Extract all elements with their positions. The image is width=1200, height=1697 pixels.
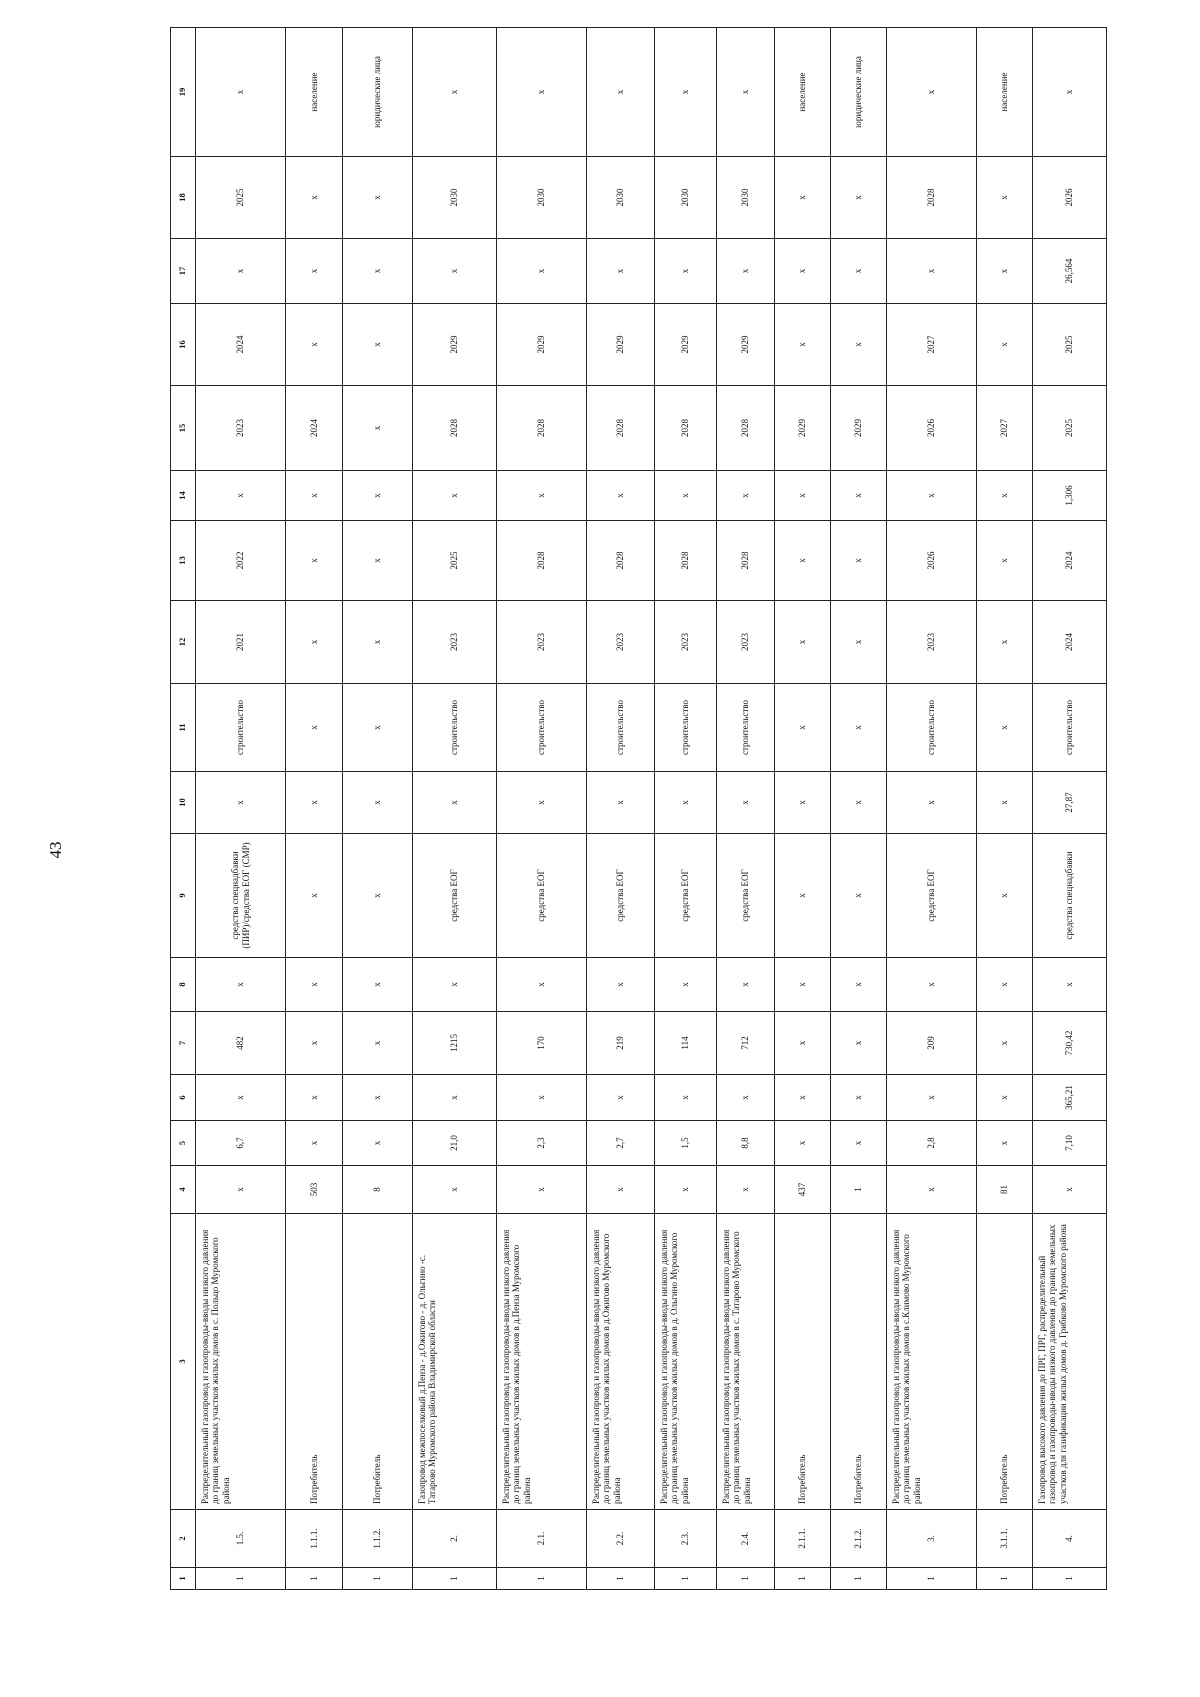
- cell-col-13: х: [977, 521, 1033, 601]
- cell-col-19: х: [587, 28, 655, 157]
- cell-col-1: 1: [196, 1568, 286, 1590]
- cell-col-10: х: [887, 772, 977, 834]
- cell-col-9: средства спецнадбавки: [1033, 834, 1107, 958]
- cell-col-5: 21,0: [413, 1121, 497, 1166]
- cell-col-7: х: [286, 1012, 343, 1075]
- column-header-c13: 13: [171, 521, 196, 601]
- cell-col-10: х: [977, 772, 1033, 834]
- cell-col-6: х: [977, 1075, 1033, 1121]
- cell-col-17: х: [655, 239, 717, 304]
- column-header-c8: 8: [171, 958, 196, 1012]
- cell-col-9: средства ЕОГ: [413, 834, 497, 958]
- cell-col-16: 2024: [196, 304, 286, 386]
- cell-col-3: Потребитель: [286, 1214, 343, 1510]
- column-header-c10: 10: [171, 772, 196, 834]
- cell-col-17: х: [497, 239, 587, 304]
- cell-col-14: х: [887, 471, 977, 521]
- cell-col-6: х: [587, 1075, 655, 1121]
- cell-col-7: х: [831, 1012, 887, 1075]
- cell-col-8: х: [343, 958, 413, 1012]
- cell-col-9: средства ЕОГ: [497, 834, 587, 958]
- cell-col-18: 2030: [717, 157, 775, 239]
- table-row: [497, 28, 587, 1590]
- cell-col-11: строительство: [413, 684, 497, 772]
- cell-col-5: 7,10: [1033, 1121, 1107, 1166]
- cell-col-2: 2.1.: [497, 1510, 587, 1568]
- table-row: [587, 28, 655, 1590]
- cell-col-10: х: [343, 772, 413, 834]
- column-header-c1: 1: [171, 1568, 196, 1590]
- cell-col-6: х: [655, 1075, 717, 1121]
- cell-col-7: 209: [887, 1012, 977, 1075]
- cell-col-19: х: [1033, 28, 1107, 157]
- cell-col-4: 81: [977, 1166, 1033, 1214]
- cell-col-14: 1,306: [1033, 471, 1107, 521]
- cell-col-16: х: [286, 304, 343, 386]
- cell-col-10: 27,87: [1033, 772, 1107, 834]
- cell-col-3: Распределительный газопровод и газопроводы-вводы низкого давления до границ земельных участков жилых домов в с. Польцо Муромского района: [196, 1214, 286, 1510]
- cell-col-15: 2028: [717, 386, 775, 471]
- cell-col-14: х: [655, 471, 717, 521]
- cell-col-12: 2023: [887, 601, 977, 684]
- cell-col-17: х: [717, 239, 775, 304]
- cell-col-19: х: [196, 28, 286, 157]
- table-row: [413, 28, 497, 1590]
- cell-col-2: 1.5.: [196, 1510, 286, 1568]
- cell-col-5: 6,7: [196, 1121, 286, 1166]
- cell-col-8: х: [587, 958, 655, 1012]
- cell-col-1: 1: [286, 1568, 343, 1590]
- cell-col-2: 3.1.1.: [977, 1510, 1033, 1568]
- cell-col-14: х: [196, 471, 286, 521]
- cell-col-16: х: [977, 304, 1033, 386]
- cell-col-10: х: [196, 772, 286, 834]
- cell-col-18: х: [286, 157, 343, 239]
- cell-col-3: Потребитель: [831, 1214, 887, 1510]
- cell-col-15: 2023: [196, 386, 286, 471]
- cell-col-8: х: [1033, 958, 1107, 1012]
- cell-col-14: х: [497, 471, 587, 521]
- cell-col-8: х: [655, 958, 717, 1012]
- table-row: [196, 28, 286, 1590]
- cell-col-15: 2026: [887, 386, 977, 471]
- cell-col-12: х: [775, 601, 831, 684]
- cell-col-4: х: [1033, 1166, 1107, 1214]
- cell-col-1: 1: [587, 1568, 655, 1590]
- cell-col-16: 2029: [717, 304, 775, 386]
- cell-col-18: 2030: [413, 157, 497, 239]
- cell-col-17: х: [775, 239, 831, 304]
- cell-col-10: х: [497, 772, 587, 834]
- column-header-c19: 19: [171, 28, 196, 157]
- cell-col-16: 2029: [497, 304, 587, 386]
- cell-col-18: х: [977, 157, 1033, 239]
- cell-col-7: х: [977, 1012, 1033, 1075]
- cell-col-15: 2028: [497, 386, 587, 471]
- cell-col-7: х: [343, 1012, 413, 1075]
- cell-col-11: х: [286, 684, 343, 772]
- column-header-c3: 3: [171, 1214, 196, 1510]
- cell-col-3: Распределительный газопровод и газопроводы-вводы низкого давления до границ земельных участков жилых домов в д. Ольгино Муромского района: [655, 1214, 717, 1510]
- cell-col-13: 2024: [1033, 521, 1107, 601]
- cell-col-12: 2021: [196, 601, 286, 684]
- cell-col-13: х: [343, 521, 413, 601]
- cell-col-6: х: [286, 1075, 343, 1121]
- cell-col-1: 1: [775, 1568, 831, 1590]
- cell-col-15: 2029: [775, 386, 831, 471]
- cell-col-7: 482: [196, 1012, 286, 1075]
- cell-col-7: 1215: [413, 1012, 497, 1075]
- cell-col-19: х: [413, 28, 497, 157]
- cell-col-18: 2026: [1033, 157, 1107, 239]
- cell-col-16: х: [831, 304, 887, 386]
- cell-col-17: х: [343, 239, 413, 304]
- cell-col-13: 2028: [717, 521, 775, 601]
- cell-col-2: 4.: [1033, 1510, 1107, 1568]
- cell-col-4: х: [413, 1166, 497, 1214]
- cell-col-1: 1: [717, 1568, 775, 1590]
- cell-col-17: х: [286, 239, 343, 304]
- cell-col-4: 503: [286, 1166, 343, 1214]
- cell-col-11: х: [977, 684, 1033, 772]
- rotated-table-frame: [170, 56, 1094, 1590]
- cell-col-6: 365,21: [1033, 1075, 1107, 1121]
- cell-col-17: 26,564: [1033, 239, 1107, 304]
- cell-col-8: х: [286, 958, 343, 1012]
- cell-col-4: 8: [343, 1166, 413, 1214]
- cell-col-2: 2.2.: [587, 1510, 655, 1568]
- cell-col-16: 2029: [655, 304, 717, 386]
- cell-col-9: средства ЕОГ: [587, 834, 655, 958]
- cell-col-6: х: [831, 1075, 887, 1121]
- cell-col-16: 2027: [887, 304, 977, 386]
- cell-col-1: 1: [497, 1568, 587, 1590]
- cell-col-18: х: [343, 157, 413, 239]
- cell-col-2: 2.4.: [717, 1510, 775, 1568]
- cell-col-1: 1: [831, 1568, 887, 1590]
- cell-col-2: 2.1.1.: [775, 1510, 831, 1568]
- cell-col-8: х: [977, 958, 1033, 1012]
- cell-col-2: 2.1.2.: [831, 1510, 887, 1568]
- cell-col-11: строительство: [196, 684, 286, 772]
- cell-col-10: х: [413, 772, 497, 834]
- cell-col-13: 2026: [887, 521, 977, 601]
- cell-col-3: Газопровод межпоселковый д.Пенза - д.Ожигово - д. Ольгино -с. Татарово Муромского района Владимирской области: [413, 1214, 497, 1510]
- cell-col-2: 2.: [413, 1510, 497, 1568]
- cell-col-7: х: [775, 1012, 831, 1075]
- cell-col-17: х: [831, 239, 887, 304]
- cell-col-7: 712: [717, 1012, 775, 1075]
- cell-col-14: х: [717, 471, 775, 521]
- cell-col-7: 730,42: [1033, 1012, 1107, 1075]
- cell-col-12: 2023: [655, 601, 717, 684]
- column-header-c2: 2: [171, 1510, 196, 1568]
- cell-col-5: х: [977, 1121, 1033, 1166]
- cell-col-13: 2028: [497, 521, 587, 601]
- column-header-c15: 15: [171, 386, 196, 471]
- cell-col-2: 1.1.1.: [286, 1510, 343, 1568]
- cell-col-19: население: [977, 28, 1033, 157]
- cell-col-5: 1,5: [655, 1121, 717, 1166]
- table-row: [887, 28, 977, 1590]
- cell-col-12: 2024: [1033, 601, 1107, 684]
- column-header-c6: 6: [171, 1075, 196, 1121]
- cell-col-19: юридические лица: [831, 28, 887, 157]
- table-row: [717, 28, 775, 1590]
- column-header-c12: 12: [171, 601, 196, 684]
- cell-col-19: население: [286, 28, 343, 157]
- cell-col-17: х: [887, 239, 977, 304]
- column-header-c7: 7: [171, 1012, 196, 1075]
- cell-col-13: 2028: [655, 521, 717, 601]
- page-number: 43: [46, 841, 65, 859]
- cell-col-19: х: [717, 28, 775, 157]
- cell-col-16: х: [343, 304, 413, 386]
- cell-col-8: х: [497, 958, 587, 1012]
- column-header-c17: 17: [171, 239, 196, 304]
- cell-col-5: х: [343, 1121, 413, 1166]
- cell-col-9: х: [977, 834, 1033, 958]
- cell-col-15: х: [343, 386, 413, 471]
- cell-col-9: х: [343, 834, 413, 958]
- table-row: [831, 28, 887, 1590]
- column-header-c5: 5: [171, 1121, 196, 1166]
- cell-col-13: 2028: [587, 521, 655, 601]
- cell-col-6: х: [343, 1075, 413, 1121]
- cell-col-15: 2028: [655, 386, 717, 471]
- cell-col-13: х: [286, 521, 343, 601]
- cell-col-19: х: [497, 28, 587, 157]
- cell-col-5: х: [775, 1121, 831, 1166]
- cell-col-13: х: [775, 521, 831, 601]
- cell-col-3: Распределительный газопровод и газопроводы-вводы низкого давления до границ земельных участков жилых домов в с.Климово Муромского района: [887, 1214, 977, 1510]
- cell-col-6: х: [497, 1075, 587, 1121]
- cell-col-15: 2028: [587, 386, 655, 471]
- cell-col-12: х: [977, 601, 1033, 684]
- cell-col-1: 1: [977, 1568, 1033, 1590]
- cell-col-1: 1: [887, 1568, 977, 1590]
- cell-col-6: х: [717, 1075, 775, 1121]
- cell-col-8: х: [196, 958, 286, 1012]
- cell-col-4: х: [717, 1166, 775, 1214]
- cell-col-3: Потребитель: [343, 1214, 413, 1510]
- table-area: [170, 56, 1094, 1590]
- cell-col-12: х: [831, 601, 887, 684]
- cell-col-1: 1: [1033, 1568, 1107, 1590]
- table-row: [977, 28, 1033, 1590]
- cell-col-9: средства спецнадбавки (ПИР)/средства ЕОГ (СМР): [196, 834, 286, 958]
- cell-col-18: 2030: [497, 157, 587, 239]
- cell-col-4: х: [196, 1166, 286, 1214]
- cell-col-3: Потребитель: [977, 1214, 1033, 1510]
- cell-col-4: х: [497, 1166, 587, 1214]
- column-header-c4: 4: [171, 1166, 196, 1214]
- cell-col-12: 2023: [413, 601, 497, 684]
- cell-col-12: х: [286, 601, 343, 684]
- cell-col-18: 2028: [887, 157, 977, 239]
- cell-col-14: х: [831, 471, 887, 521]
- table-row: [286, 28, 343, 1590]
- cell-col-9: средства ЕОГ: [717, 834, 775, 958]
- cell-col-5: 2,3: [497, 1121, 587, 1166]
- cell-col-15: 2027: [977, 386, 1033, 471]
- cell-col-2: 2.3.: [655, 1510, 717, 1568]
- cell-col-19: население: [775, 28, 831, 157]
- cell-col-3: Распределительный газопровод и газопроводы-вводы низкого давления до границ земельных участков жилых домов в с. Татарово Муромского района: [717, 1214, 775, 1510]
- cell-col-4: 1: [831, 1166, 887, 1214]
- cell-col-15: 2024: [286, 386, 343, 471]
- cell-col-6: х: [413, 1075, 497, 1121]
- cell-col-15: 2029: [831, 386, 887, 471]
- table-row: [655, 28, 717, 1590]
- cell-col-17: х: [413, 239, 497, 304]
- cell-col-16: 2029: [587, 304, 655, 386]
- cell-col-14: х: [413, 471, 497, 521]
- cell-col-5: 2,8: [887, 1121, 977, 1166]
- cell-col-9: средства ЕОГ: [887, 834, 977, 958]
- cell-col-3: Распределительный газопровод и газопроводы-вводы низкого давления до границ земельных участков жилых домов в д.Ожигово Муромского района: [587, 1214, 655, 1510]
- column-header-c16: 16: [171, 304, 196, 386]
- cell-col-14: х: [286, 471, 343, 521]
- cell-col-5: 8,8: [717, 1121, 775, 1166]
- table-row: [775, 28, 831, 1590]
- cell-col-8: х: [887, 958, 977, 1012]
- cell-col-17: х: [587, 239, 655, 304]
- table-body: [196, 28, 1107, 1590]
- cell-col-6: х: [775, 1075, 831, 1121]
- cell-col-4: х: [655, 1166, 717, 1214]
- cell-col-3: Распределительный газопровод и газопроводы-вводы низкого давления до границ земельных участков жилых домов в д.Пенза Муромского района: [497, 1214, 587, 1510]
- cell-col-12: х: [343, 601, 413, 684]
- cell-col-15: 2028: [413, 386, 497, 471]
- cell-col-12: 2023: [497, 601, 587, 684]
- cell-col-2: 1.1.2.: [343, 1510, 413, 1568]
- cell-col-7: 170: [497, 1012, 587, 1075]
- cell-col-15: 2025: [1033, 386, 1107, 471]
- cell-col-8: х: [831, 958, 887, 1012]
- cell-col-11: х: [831, 684, 887, 772]
- cell-col-5: х: [831, 1121, 887, 1166]
- cell-col-2: 3.: [887, 1510, 977, 1568]
- cell-col-4: х: [887, 1166, 977, 1214]
- cell-col-19: х: [887, 28, 977, 157]
- cell-col-18: х: [831, 157, 887, 239]
- cell-col-12: 2023: [587, 601, 655, 684]
- cell-col-13: 2025: [413, 521, 497, 601]
- cell-col-1: 1: [655, 1568, 717, 1590]
- cell-col-19: х: [655, 28, 717, 157]
- cell-col-18: 2030: [587, 157, 655, 239]
- cell-col-6: х: [887, 1075, 977, 1121]
- cell-col-10: х: [587, 772, 655, 834]
- column-number-row: [171, 28, 196, 1590]
- cell-col-16: х: [775, 304, 831, 386]
- cell-col-9: х: [831, 834, 887, 958]
- cell-col-8: х: [775, 958, 831, 1012]
- cell-col-10: х: [286, 772, 343, 834]
- cell-col-11: строительство: [655, 684, 717, 772]
- cell-col-14: х: [977, 471, 1033, 521]
- cell-col-11: х: [343, 684, 413, 772]
- cell-col-19: юридические лица: [343, 28, 413, 157]
- cell-col-14: х: [775, 471, 831, 521]
- cell-col-4: 437: [775, 1166, 831, 1214]
- cell-col-17: х: [196, 239, 286, 304]
- cell-col-8: х: [413, 958, 497, 1012]
- cell-col-7: 219: [587, 1012, 655, 1075]
- cell-col-11: строительство: [887, 684, 977, 772]
- cell-col-7: 114: [655, 1012, 717, 1075]
- cell-col-11: х: [775, 684, 831, 772]
- table-row: [343, 28, 413, 1590]
- column-header-c18: 18: [171, 157, 196, 239]
- cell-col-14: х: [587, 471, 655, 521]
- cell-col-17: х: [977, 239, 1033, 304]
- cell-col-18: х: [775, 157, 831, 239]
- cell-col-3: Потребитель: [775, 1214, 831, 1510]
- cell-col-13: 2022: [196, 521, 286, 601]
- cell-col-10: х: [831, 772, 887, 834]
- cell-col-11: строительство: [1033, 684, 1107, 772]
- cell-col-9: х: [286, 834, 343, 958]
- cell-col-3: Газопровод высокого давления до ПРГ, ПРГ, распределительный газопровод и газопроводы-вводы низкого давления до границ земельных участков для газификации жилых домов д. Грибково Муромского района: [1033, 1214, 1107, 1510]
- cell-col-13: х: [831, 521, 887, 601]
- cell-col-9: х: [775, 834, 831, 958]
- cell-col-11: строительство: [717, 684, 775, 772]
- cell-col-11: строительство: [587, 684, 655, 772]
- cell-col-14: х: [343, 471, 413, 521]
- table-row: [1033, 28, 1107, 1590]
- cell-col-5: х: [286, 1121, 343, 1166]
- cell-col-11: строительство: [497, 684, 587, 772]
- cell-col-4: х: [587, 1166, 655, 1214]
- cell-col-1: 1: [413, 1568, 497, 1590]
- column-header-c9: 9: [171, 834, 196, 958]
- cell-col-10: х: [717, 772, 775, 834]
- cell-col-12: 2023: [717, 601, 775, 684]
- cell-col-16: 2029: [413, 304, 497, 386]
- cell-col-18: 2025: [196, 157, 286, 239]
- cell-col-8: х: [717, 958, 775, 1012]
- column-header-c14: 14: [171, 471, 196, 521]
- cell-col-1: 1: [343, 1568, 413, 1590]
- column-header-c11: 11: [171, 684, 196, 772]
- cell-col-16: 2025: [1033, 304, 1107, 386]
- cell-col-9: средства ЕОГ: [655, 834, 717, 958]
- data-table: [170, 27, 1107, 1590]
- cell-col-6: х: [196, 1075, 286, 1121]
- cell-col-5: 2,7: [587, 1121, 655, 1166]
- cell-col-18: 2030: [655, 157, 717, 239]
- cell-col-10: х: [775, 772, 831, 834]
- cell-col-10: х: [655, 772, 717, 834]
